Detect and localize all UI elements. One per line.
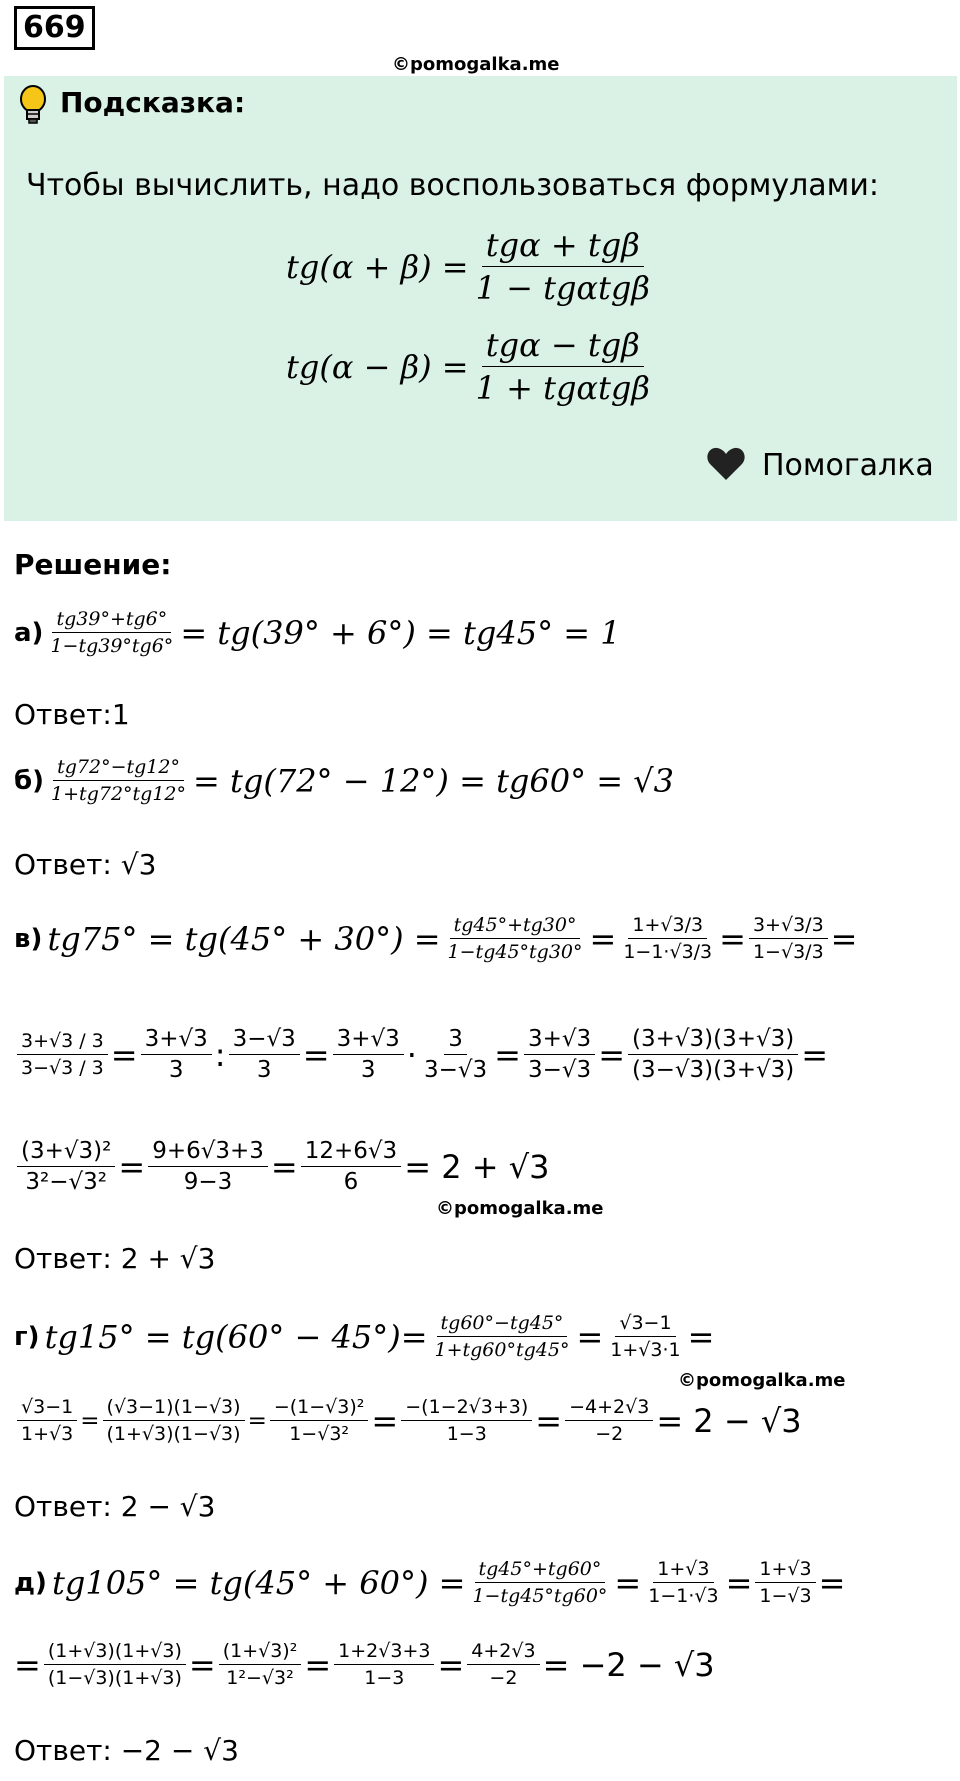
hint-intro: Чтобы вычислить, надо воспользоваться формулами: [26,168,879,203]
heart-icon [706,446,746,486]
lightbulb-icon [18,84,48,130]
problem-number: 669 [14,6,95,50]
item-d-line2: = $\frac{(1+√3)(1+√3)}{(1-√3)(1+√3)}$ = $\frac{\text{(1+√3)²}}{\text{1²−√3²}}$ = $\frac{1+2√3+3}{1-3}$ = $\frac{4+2√3}{-2}$ = −2 − √3 [14,1640,715,1689]
answer-g: Ответ: 2 − √3 [14,1490,216,1523]
answer-d: Ответ: −2 − √3 [14,1734,239,1767]
brand-label: Помогалка [762,448,934,483]
item-b: б) $\frac{tg72^\circ-tg12^\circ}{1+tg72^\circ tg12^\circ}$ = tg(72° − 12°) = tg60° = √3 [14,756,675,805]
watermark-low: ©pomogalka.me [678,1370,846,1391]
solution-heading: Решение: [14,548,172,581]
hint-formula-diff: tg(α − β) = tgα − tgβ 1 + tgαtgβ [286,326,650,407]
item-a: а) $\frac{tg39^\circ+tg6^\circ}{1-tg39^\circ tg6^\circ}$ = tg(39° + 6°) = tg45° = 1 [14,608,621,657]
item-g-line1: г) tg15° = tg(60° − 45°)= $\frac{tg60^\circ-tg45^\circ}{1+tg60^\circ tg45^\circ}$ = $\frac{√3-1}{1+√3\cdot 1}$ = [14,1312,715,1361]
item-g-line2: $\frac{√3-1}{1+√3}$ = $\frac{(√3-1)(1-√3)}{(1+√3)(1-√3)}$ = $\frac{\text{−(1−√3)²}}{\text{1−√3²}}$ = $\frac{-(1-2√3+3)}{1-3}$ = $\frac{-4+2√3}{-2}$ = 2 − √3 [14,1396,802,1445]
answer-b: Ответ: √3 [14,848,157,881]
hint-title: Подсказка: [60,86,246,119]
answer-a: Ответ:1 [14,698,130,731]
hint-formula-sum: tg(α + β) = tgα + tgβ 1 − tgαtgβ [286,226,650,307]
item-d-line1: д) tg105° = tg(45° + 60°) = $\frac{tg45^\circ+tg60^\circ}{1-tg45^\circ tg60^\circ}$ = $\frac{1+√3}{1-1\cdot√3}$ = $\frac{1+√3}{1-√3}$ = [14,1558,846,1607]
watermark-mid: ©pomogalka.me [436,1198,604,1219]
item-v-line3: $\frac{\text{(3+√3)²}}{\text{3²−√3²}}$ = $\frac{9+6√3+3}{9-3}$ = $\frac{12+6√3}{6}$ = 2 + √3 [14,1138,549,1195]
answer-v: Ответ: 2 + √3 [14,1242,216,1275]
watermark-top: ©pomogalka.me [392,54,560,75]
item-v-line1: в) tg75° = tg(45° + 30°) = $\frac{tg45^\circ+tg30^\circ}{1-tg45^\circ tg30^\circ}$ = $\frac{1+√3/3}{1-1\cdot√3/3}$ = $\frac{3+√3/3}{1-√3/3}$ = [14,914,858,963]
item-v-line2: $\frac{3+√3 / 3}{3-√3 / 3}$ = $\frac{3+√3}{3}$ : $\frac{3-√3}{3}$ = $\frac{3+√3}{3}$ · $\frac{3}{3-√3}$ = $\frac{3+√3}{3-√3}$ = $\frac{(3+√3)(3+√3)}{(3-√3)(3+√3)}$ = [14,1026,828,1083]
